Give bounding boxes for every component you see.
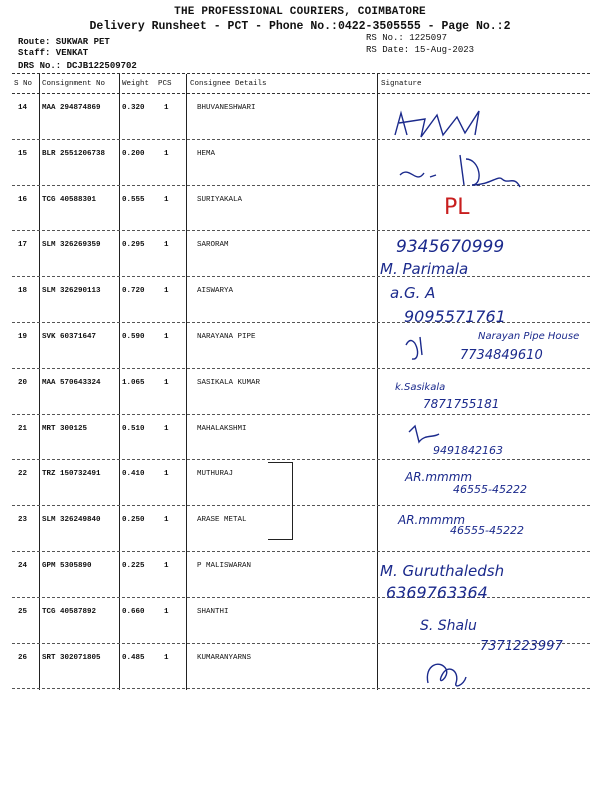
document-subtitle: Delivery Runsheet - PCT - Phone No.:0422-3505555 - Page No.:2 <box>89 20 511 33</box>
handwriting-row-24 <box>380 560 570 606</box>
cell-consignee: SARORAM <box>197 241 229 250</box>
cell-consignment: MAA 570643324 <box>42 378 101 387</box>
cell-consignment: SVK 60371647 <box>42 333 97 341</box>
note-text: AR.mmmm <box>398 513 466 527</box>
cell-sno: 17 <box>18 241 28 250</box>
cell-consignee: SURIYAKALA <box>197 195 243 204</box>
name-text: M. Parimala <box>380 260 469 278</box>
cell-consignee: MUTHURAJ <box>197 470 234 479</box>
handwriting-row-17 <box>380 232 590 278</box>
handwriting-row-21 <box>405 420 565 460</box>
cell-weight: 0.225 <box>122 562 145 570</box>
phone-text: 7871755181 <box>423 397 500 411</box>
cell-pcs: 1 <box>164 104 169 112</box>
cell-sno: 26 <box>18 653 28 662</box>
phone-text: 9095571761 <box>404 307 506 326</box>
cell-consignee: ARASE METAL <box>197 516 247 525</box>
header-rule-top <box>12 73 590 74</box>
red-mark-text: PL <box>444 195 470 220</box>
cell-pcs: 1 <box>164 378 169 387</box>
column-header-pcs: PCS <box>158 80 172 88</box>
cell-pcs: 1 <box>164 653 169 662</box>
cell-pcs: 1 <box>164 149 169 158</box>
cell-weight: 0.510 <box>122 424 145 433</box>
signature-scribble-row-14 <box>385 105 505 145</box>
row-separator <box>12 688 590 689</box>
route-label: Route: SUKWAR PET <box>18 37 110 47</box>
phone-text: 7734849610 <box>460 348 543 363</box>
phone-text: 7371223997 <box>480 639 563 654</box>
cell-consignment: SLM 326249840 <box>42 516 101 525</box>
cell-consignment: MRT 300125 <box>42 424 88 433</box>
row-separator <box>12 505 590 506</box>
cell-consignment: TRZ 150732491 <box>42 470 101 479</box>
cell-consignee: MAHALAKSHMI <box>197 424 247 433</box>
handwriting-row-19 <box>400 325 590 365</box>
row-separator <box>12 551 590 552</box>
cell-consignee: AISWARYA <box>197 287 234 296</box>
cell-sno: 18 <box>18 287 28 296</box>
cell-pcs: 1 <box>164 607 169 616</box>
cell-consignee: SHANTHI <box>197 607 229 616</box>
handwriting-row-18 <box>390 280 590 326</box>
cell-weight: 0.250 <box>122 516 145 525</box>
column-header-consignee: Consignee Details <box>190 80 267 88</box>
cell-weight: 0.410 <box>122 470 145 479</box>
row-separator <box>12 368 590 369</box>
rs-number: RS No.: 1225097 <box>366 33 448 43</box>
cell-consignment: MAA 294874869 <box>42 104 101 112</box>
red-ink-mark-row-16 <box>440 190 500 220</box>
number-text: 46555-45222 <box>453 483 527 496</box>
handwriting-row-20 <box>395 378 545 414</box>
cell-weight: 0.295 <box>122 241 145 250</box>
cell-pcs: 1 <box>164 195 169 204</box>
cell-sno: 20 <box>18 378 28 387</box>
drs-number: DRS No.: DCJB122509702 <box>18 61 137 71</box>
name-text: M. Guruthaledsh <box>380 562 505 580</box>
cell-sno: 15 <box>18 149 28 158</box>
cell-sno: 16 <box>18 195 28 204</box>
cell-consignment: TCG 40588301 <box>42 195 97 204</box>
cell-sno: 19 <box>18 333 28 341</box>
cell-consignee: P MALISWARAN <box>197 562 252 570</box>
name-text: S. Shalu <box>420 618 477 634</box>
cell-pcs: 1 <box>164 287 169 296</box>
cell-weight: 0.485 <box>122 653 145 662</box>
cell-consignment: GPM 5305890 <box>42 562 92 570</box>
handwriting-row-22 <box>405 465 585 501</box>
cell-weight: 0.590 <box>122 333 145 341</box>
cell-weight: 1.065 <box>122 378 145 387</box>
document-title: THE PROFESSIONAL COURIERS, COIMBATORE <box>174 6 426 18</box>
name-text: a.G. A <box>390 284 436 302</box>
cell-sno: 24 <box>18 562 28 570</box>
phone-text: 6369763364 <box>386 583 488 602</box>
cell-weight: 0.320 <box>122 104 145 112</box>
cell-pcs: 1 <box>164 424 169 433</box>
phone-text: 9491842163 <box>433 444 503 457</box>
cell-weight: 0.555 <box>122 195 145 204</box>
cell-consignment: TCG 40587892 <box>42 607 97 616</box>
name-text: k.Sasikala <box>395 382 446 393</box>
rs-date: RS Date: 15-Aug-2023 <box>366 45 475 55</box>
cell-pcs: 1 <box>164 516 169 525</box>
signature-scribble-row-26 <box>420 655 480 695</box>
signature-scribble-row-15 <box>390 145 540 195</box>
cell-pcs: 1 <box>164 470 169 479</box>
cell-consignment: SLM 326269359 <box>42 241 101 250</box>
cell-consignment: SRT 302071805 <box>42 653 101 662</box>
cell-pcs: 1 <box>164 562 169 570</box>
cell-consignee: HEMA <box>197 149 216 158</box>
cell-consignee: BHUVANESHWARI <box>197 104 256 112</box>
cell-weight: 0.720 <box>122 287 145 296</box>
number-text: 46555-45222 <box>450 524 524 537</box>
cell-pcs: 1 <box>164 333 169 341</box>
note-text: AR.mmmm <box>405 470 473 484</box>
cell-consignee: NARAYANA PIPE <box>197 333 256 341</box>
cell-sno: 22 <box>18 470 28 479</box>
cell-sno: 21 <box>18 424 28 433</box>
header-rule-bottom <box>12 93 590 94</box>
cell-consignment: SLM 326290113 <box>42 287 101 296</box>
staff-label: Staff: VENKAT <box>18 48 89 58</box>
cell-sno: 14 <box>18 104 28 112</box>
cell-weight: 0.660 <box>122 607 145 616</box>
cell-sno: 25 <box>18 607 28 616</box>
handwriting-row-25 <box>420 612 590 658</box>
cell-consignment: BLR 2551206738 <box>42 149 106 158</box>
phone-text: 9345670999 <box>396 237 505 257</box>
cell-sno: 23 <box>18 516 28 525</box>
column-header-weight: Weight <box>122 80 150 88</box>
column-header-signature: Signature <box>381 80 422 88</box>
company-text: Narayan Pipe House <box>478 331 580 342</box>
cell-weight: 0.200 <box>122 149 145 158</box>
column-header-consignment: Consignment No <box>42 80 106 88</box>
cell-pcs: 1 <box>164 241 169 250</box>
cell-consignee: KUMARANYARNS <box>197 653 252 662</box>
column-header-sno: S No <box>14 80 33 88</box>
grouping-bracket <box>268 462 293 540</box>
handwriting-row-23 <box>398 508 588 544</box>
cell-consignee: SASIKALA KUMAR <box>197 378 261 387</box>
